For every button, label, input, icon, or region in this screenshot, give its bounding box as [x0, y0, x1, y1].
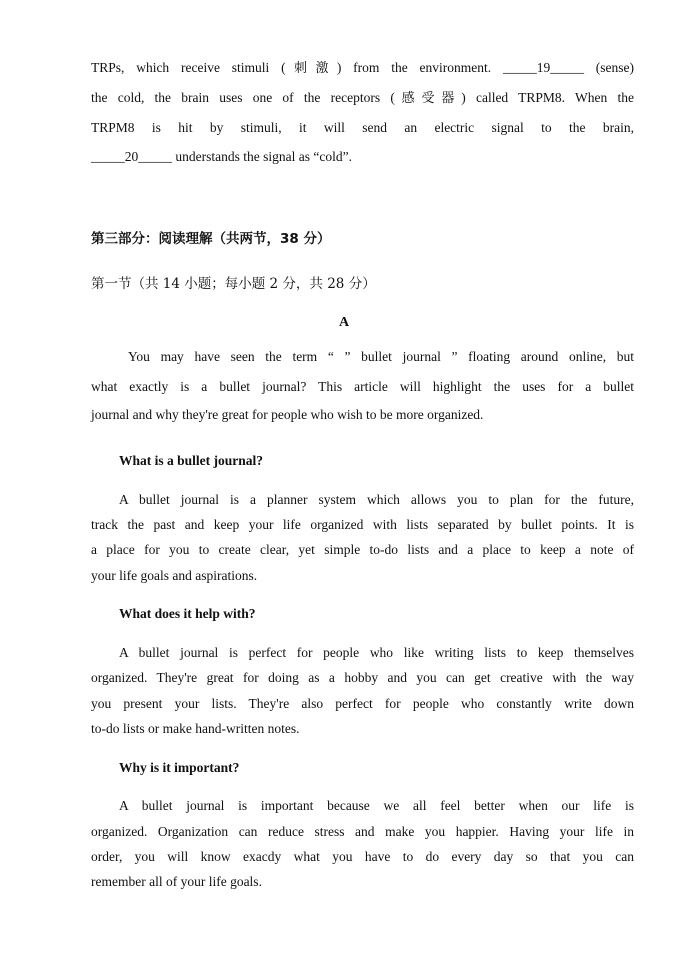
blank-19-hint: (sense): [595, 60, 634, 75]
paragraph-line: to-do lists or make hand-written notes.: [91, 721, 300, 736]
part-title: 第三部分：阅读理解（共两节，38 分）: [91, 231, 331, 247]
section-title: 第一节（共 14 小题；每小题 2 分，共 28 分）: [91, 276, 376, 292]
subheading-help-with: What does it help with?: [119, 606, 256, 621]
subheading-what-is: What is a bullet journal?: [119, 453, 264, 468]
paragraph-line: track the past and keep your life organized with lists separated by bullet points. It is: [91, 517, 634, 532]
paragraph-line: A bullet journal is a planner system which allows you to plan for the future,: [119, 492, 634, 507]
cloze-text: understands the signal as “cold”.: [172, 149, 352, 164]
cloze-text: TRPs, which receive stimuli (: [91, 60, 286, 75]
intro-line: You may have seen the term “ ” bullet journal ” floating around online, but: [128, 349, 634, 364]
paragraph-line: you present your lists. They're also perfect for people who constantly write down: [91, 696, 634, 711]
paragraph-line: your life goals and aspirations.: [91, 568, 258, 583]
cloze-chinese-gloss: 感受器: [394, 91, 462, 106]
paragraph-line: A bullet journal is perfect for people who like writing lists to keep themselves: [119, 645, 634, 660]
cloze-line-3: TRPM8 is hit by stimuli, it will send an electric signal to the brain,: [91, 120, 634, 135]
paragraph-line: order, you will know exacdy what you have to do every day so that you can: [91, 849, 634, 864]
passage-letter: A: [338, 315, 350, 330]
paragraph-line: remember all of your life goals.: [91, 874, 262, 889]
blank-20: _____20_____: [91, 149, 172, 164]
intro-line: what exactly is a bullet journal? This article will highlight the uses for a bullet: [91, 379, 634, 394]
subheading-why-important: Why is it important?: [119, 760, 240, 775]
cloze-text: ) called TRPM8. When the: [461, 90, 634, 105]
paragraph-line: A bullet journal is important because we all feel better when our life is: [119, 798, 634, 813]
blank-19: _____19_____: [502, 60, 584, 75]
paragraph-line: a place for you to create clear, yet simple to-do lists and a place to keep a note of: [91, 542, 634, 557]
cloze-text: the cold, the brain uses one of the receptors (: [91, 90, 395, 105]
cloze-text: ) from the environment.: [336, 60, 492, 75]
cloze-line-4: [91, 148, 634, 166]
intro-line: journal and why they're great for people who wish to be more organized.: [91, 407, 484, 422]
cloze-chinese-gloss: 刺激: [285, 61, 337, 76]
paragraph-line: organized. They're great for doing as a hobby and you can get creative with the way: [91, 670, 634, 685]
paragraph-line: organized. Organization can reduce stress and make you happier. Having your life in: [91, 824, 634, 839]
cloze-line-1: [91, 59, 634, 78]
cloze-line-2: [91, 89, 634, 108]
